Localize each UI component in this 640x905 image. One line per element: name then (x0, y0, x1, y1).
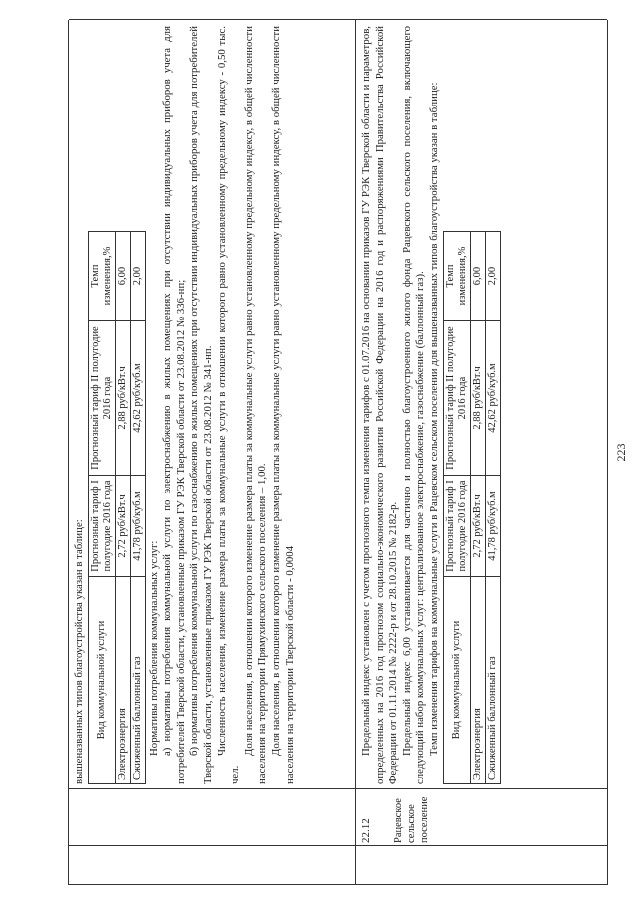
rate-cell: 2,00 (130, 232, 145, 321)
text-paragraph: а) нормативы потребления коммунальной услуги по электроснабжению в жилых помещениях при отсутствии индивидуальных приборов учета для потребителей Тверской области, установленные приказом ГУ РЭК Тверской области от 23.08.2012 № 336-нп; (161, 26, 187, 784)
text-paragraph: Предельный индекс установлен с учетом прогнозного темпа изменения тарифов с 01.07.2016 на основании приказов ГУ РЭК Тверской области и параметров, определенных на 2016 год прогнозом социально-экономического развития Российской Федерации на 2016 год и распоряжениями Правительства Российской Федерации от 01.11.2014 № 2222-р и от 28.10.2015 № 2182-р. (360, 26, 400, 784)
tariff-row (485, 232, 500, 784)
row-content (73, 26, 297, 784)
tariff-cell: 42,62 руб/куб.м (130, 321, 145, 476)
text-paragraph: Численность населения, изменение размера платы за коммунальные услуги в отношении которого равно установленному предельному индексу - 0,50 тыс. чел. (215, 26, 242, 784)
row-number: 22.12 (360, 818, 372, 843)
row-content (360, 26, 503, 784)
col-header: Прогнозный тариф I полугодие 2016 года (88, 476, 115, 577)
service-cell: Электроэнергия (470, 577, 485, 784)
settlement-name: Рацевское сельское поселение (393, 796, 430, 843)
text-paragraph: вышеназванных типов благоустройства указан в таблице: (73, 519, 85, 784)
col-header: Прогнозный тариф II полугодие 2016 года (443, 321, 470, 476)
tariff-row (115, 232, 130, 784)
page-number: 223 (614, 443, 628, 462)
main-table (68, 20, 606, 885)
col-header: Темп изменения,% (443, 232, 470, 321)
tariff-cell: 41,78 руб/куб.м (485, 476, 500, 577)
col-header: Прогнозный тариф I полугодие 2016 года (443, 476, 470, 577)
col-header: Темп изменения,% (88, 232, 115, 321)
service-cell: Электроэнергия (115, 577, 130, 784)
tariff-row (470, 232, 485, 784)
tariff-row (130, 232, 145, 784)
tariff-cell: 2,72 руб/кВт.ч (470, 476, 485, 577)
rate-cell: 2,00 (485, 232, 500, 321)
text-paragraph: Доля населения, в отношении которого изменение размера платы за коммунальные услуги равно установленному предельному индексу, в общей численности населения на территории Прямухинского сельского поселения – 1,00. (242, 26, 269, 784)
service-cell: Сжиженный баллонный газ (485, 577, 500, 784)
text-paragraph: Нормативы потребления коммунальных услуг: (147, 540, 160, 756)
tariff-cell: 2,72 руб/кВт.ч (115, 476, 130, 577)
table-row (355, 20, 608, 885)
tariff-table (88, 231, 146, 784)
col-header: Прогнозный тариф II полугодие 2016 года (88, 321, 115, 476)
col-header: Вид коммунальной услуги (443, 577, 470, 784)
tariff-cell: 2,88 руб/кВт.ч (470, 321, 485, 476)
tariff-cell: 2,88 руб/кВт.ч (115, 321, 130, 476)
text-paragraph: Темп изменения тарифов на коммунальные услуги в Рацевском сельском поселении для вышеназванных типов благоустройства указан в таблице: (427, 82, 440, 756)
text-paragraph: б) нормативы потребления коммунальной услуги по газоснабжению в жилых помещениях при отсутствии индивидуальных приборов учета для потребителей Тверской области, установленные приказом ГУ РЭК Тверской области от 23.08.2012 № 341-нп. (188, 26, 214, 784)
rate-cell: 6,00 (470, 232, 485, 321)
table-row (68, 20, 356, 885)
tariff-table (443, 231, 501, 784)
rate-cell: 6,00 (115, 232, 130, 321)
tariff-cell: 41,78 руб/куб.м (130, 476, 145, 577)
service-cell: Сжиженный баллонный газ (130, 577, 145, 784)
tariff-cell: 42,62 руб/куб.м (485, 321, 500, 476)
col-header: Вид коммунальной услуги (88, 577, 115, 784)
text-paragraph: Доля населения, в отношении которого изменение размера платы за коммунальные услуги равно установленному предельному индексу, в общей численности населения на территории Тверской области - 0,0004 (269, 26, 296, 784)
text-paragraph: Предельный индекс 6,00 устанавливается для частично и полностью благоустроенного жилого фонда Рацевского сельского поселения, включающего следующий набор коммунальных услуг: централизованное электроснабжение, газоснабжение (баллонный газ). (400, 26, 427, 784)
